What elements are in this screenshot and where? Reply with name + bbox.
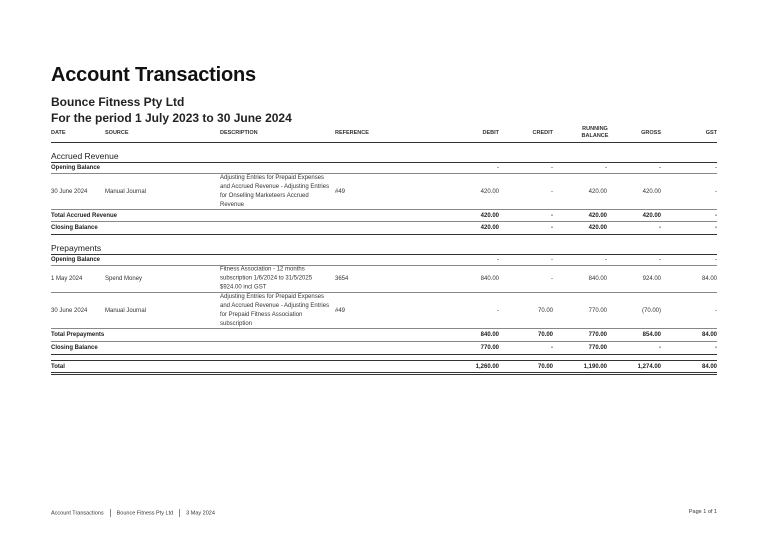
transaction-row [51,293,717,329]
debit-cell: 420.00 [480,225,499,231]
gst-cell: - [715,225,717,231]
source-cell: Spend Money [105,276,143,282]
section-title-prepayments: Prepayments [51,243,102,253]
row-label: Total Prepayments [51,332,105,338]
report-period: For the period 1 July 2023 to 30 June 2024 [51,111,292,125]
gross-cell: - [659,165,661,171]
closing-balance-row [51,342,717,355]
reference-cell: #49 [335,188,346,195]
column-header-running-line1: RUNNING [582,126,608,132]
column-header-gst: GST [705,130,717,136]
closing-balance-row [51,222,717,235]
gross-cell: 420.00 [642,212,661,219]
source-cell: Manual Journal [105,307,147,314]
gross-cell: - [659,257,661,263]
credit-cell: - [551,165,553,171]
reference-cell: #49 [335,307,346,314]
gst-cell: - [715,212,717,219]
gst-cell: 84.00 [701,363,717,370]
footer-company: Bounce Fitness Pty Ltd [116,510,174,517]
column-header-debit: DEBIT [482,130,499,136]
opening-balance-row [51,254,717,266]
column-header-running-line2: BALANCE [581,132,609,139]
gst-cell: - [715,165,717,171]
running-cell: 840.00 [588,276,607,282]
running-cell: 770.00 [588,345,607,351]
debit-cell: 420.00 [480,212,499,219]
section-total-row [51,329,717,342]
credit-cell: - [551,257,553,263]
gst-cell: 84.00 [701,276,717,282]
running-cell: - [605,257,607,263]
gross-cell: 924.00 [642,276,661,282]
debit-cell: - [497,257,499,263]
row-label: Total [51,363,65,370]
column-header-gross: GROSS [641,130,661,136]
credit-cell: - [551,225,553,231]
gst-cell: - [715,345,717,351]
row-label: Closing Balance [51,225,98,231]
date-cell: 30 June 2024 [51,307,88,314]
debit-cell: - [497,165,499,171]
row-label: Opening Balance [51,165,101,171]
gross-cell: 1,274.00 [637,363,661,370]
column-header-description: DESCRIPTION [220,130,258,136]
debit-cell: - [497,307,499,314]
gst-cell: - [715,188,717,195]
debit-cell: 770.00 [480,345,499,351]
column-header-date: DATE [51,130,66,136]
debit-cell: 420.00 [480,188,499,195]
debit-cell: 840.00 [480,332,499,338]
credit-cell: 70.00 [537,332,553,338]
running-cell: 420.00 [588,212,607,219]
gross-cell: 420.00 [642,188,661,195]
gross-cell: 854.00 [642,332,661,338]
page-footer [51,509,717,517]
row-label: Closing Balance [51,345,98,351]
date-cell: 1 May 2024 [51,276,83,282]
credit-cell: 70.00 [537,363,553,370]
source-cell: Manual Journal [105,188,147,195]
running-cell: 1,190.00 [583,363,607,370]
footer-date: 3 May 2024 [186,510,215,517]
reference-cell: 3654 [335,276,349,282]
column-header-source: SOURCE [105,130,129,136]
gross-cell: - [659,225,661,231]
date-cell: 30 June 2024 [51,188,88,195]
column-header-row [51,124,717,143]
running-cell: 770.00 [588,307,607,314]
running-cell: 770.00 [588,332,607,338]
description-cell: Adjusting Entries for Prepaid Expenses and Accrued Revenue - Adjusting Entries for Prepaid Fitness Association subscription [220,293,330,327]
footer-page-number: Page 1 of 1 [688,509,717,515]
row-label: Opening Balance [51,257,101,263]
gst-cell: 84.00 [701,332,717,338]
description-cell: Fitness Association - 12 months subscription 1/6/2024 to 31/5/2025 $924.00 incl GST [220,266,313,291]
credit-cell: - [551,188,553,195]
gross-cell: (70.00) [641,307,661,314]
grand-total-row [51,360,717,375]
report-title: Account Transactions [51,64,256,86]
credit-cell: 70.00 [537,307,553,314]
transaction-row [51,266,717,293]
report-page [51,0,717,543]
row-label: Total Accrued Revenue [51,212,118,219]
opening-balance-row [51,162,717,174]
section-total-row [51,210,717,222]
running-cell: 420.00 [588,188,607,195]
section-title-accrued-revenue: Accrued Revenue [51,151,119,161]
running-cell: 420.00 [588,225,607,231]
debit-cell: 840.00 [480,276,499,282]
footer-separator [179,509,180,517]
gst-cell: - [715,307,717,314]
credit-cell: - [551,212,553,219]
column-header-reference: REFERENCE [335,130,369,136]
company-name: Bounce Fitness Pty Ltd [51,95,185,109]
column-header-credit: CREDIT [532,130,553,136]
running-cell: - [605,165,607,171]
credit-cell: - [551,345,553,351]
description-cell: Adjusting Entries for Prepaid Expenses and Accrued Revenue - Adjusting Entries for Onselling Marketeers Accrued Revenue [220,174,330,208]
footer-separator [110,509,111,517]
footer-report-name: Account Transactions [51,510,104,517]
gst-cell: - [715,257,717,263]
transaction-row [51,174,717,210]
debit-cell: 1,260.00 [475,363,499,370]
gross-cell: - [659,345,661,351]
credit-cell: - [551,276,553,282]
